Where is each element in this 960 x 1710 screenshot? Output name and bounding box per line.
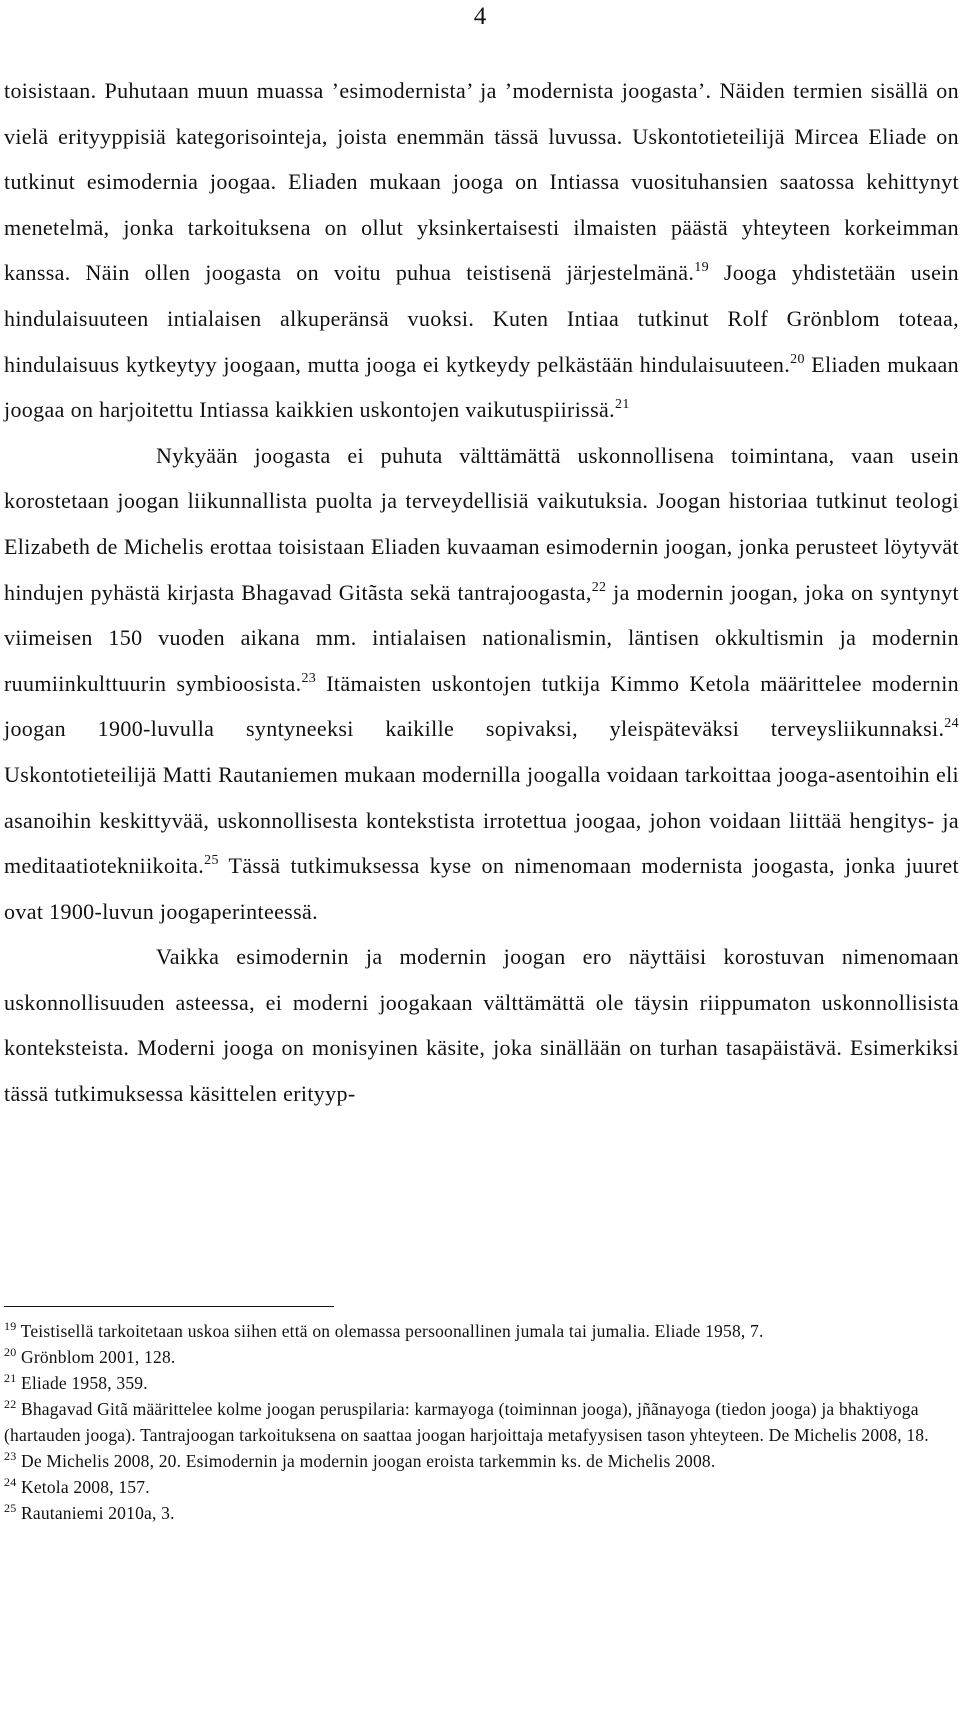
paragraph-2-sentence-5: Tässä tutkimuksessa kyse on nimenomaan modernista joogasta, jonka juuret ovat 1900-luvun joogaperinteessä. — [4, 853, 959, 924]
footnote-number: 21 — [4, 1370, 17, 1385]
footnote-text: Ketola 2008, 157. — [16, 1477, 150, 1497]
footnote-number: 20 — [4, 1344, 17, 1359]
footnote-25 — [4, 1500, 934, 1526]
footnote-24 — [4, 1474, 934, 1500]
footnote-text: Teistisellä tarkoitetaan uskoa siihen että on olemassa persoonallinen jumala tai jumalia. Eliade 1958, 7. — [16, 1321, 764, 1341]
footnote-number: 23 — [4, 1448, 17, 1463]
footnote-19 — [4, 1318, 934, 1344]
paragraph-2-sentence-2: ja modernin joogan, joka on syntynyt viimeisen 150 vuoden aikana mm. intialaisen nationalismin, läntisen okkultismin ja modernin ruumiinkulttuurin symbioosista. — [4, 579, 959, 696]
footnote-22 — [4, 1396, 934, 1448]
footnote-20 — [4, 1344, 934, 1370]
footnote-21 — [4, 1370, 934, 1396]
footnote-number: 24 — [4, 1474, 17, 1489]
footnote-ref-20[interactable]: 20 — [790, 351, 805, 367]
footnote-23 — [4, 1448, 934, 1474]
paragraph-2-sentence-1: Nykyään joogasta ei puhuta välttämättä uskonnollisena toimintana, vaan usein korostetaan joogan liikunnallista puolta ja terveydellisiä vaikutuksia. Joogan historiaa tutkinut teologi Elizabeth de Michelis erottaa toisistaan Eliaden kuvaaman esimodernin joogan, jonka perusteet löytyvät hindujen pyhästä kirjasta Bhagavad Gitãsta sekä tantrajoogasta, — [4, 442, 959, 605]
paragraph-3: Vaikka esimodernin ja modernin joogan ero näyttäisi korostuvan nimenomaan uskonnollisuuden asteessa, ei moderni joogakaan välttämättä ole täysin riippumaton uskonnollisista konteksteista. Moderni jooga on monisyinen käsite, joka sinällään on turhan tasapäistävä. Esimerkiksi tässä tutkimuksessa käsittelen erityyp- — [4, 944, 959, 1107]
paragraph-2-sentence-3: Itämaisten uskontojen tutkija Kimmo Ketola määrittelee modernin joogan 1900-luvulla syntyneeksi kaikille sopivaksi, yleispäteväksi terveysliikunnaksi. — [4, 670, 960, 742]
footnote-ref-22[interactable]: 22 — [591, 579, 607, 595]
footnote-text: Eliade 1958, 359. — [16, 1373, 148, 1393]
footnote-ref-19[interactable]: 19 — [694, 260, 709, 276]
footnote-number: 25 — [4, 1500, 17, 1515]
paragraph-1-sentence-2: Jooga yhdistetään usein hindulaisuuteen intialaisen alkuperänsä vuoksi. Kuten Intiaa tutkinut Rolf Grönblom toteaa, hindulaisuus kytkeytyy joogaan, mutta jooga ei kytkeydy pelkästään hindulaisuuteen. — [4, 260, 959, 377]
paragraph-1-sentence-3: Eliaden mukaan joogaa on harjoitettu Intiassa kaikkien uskontojen vaikutuspiirissä. — [4, 351, 959, 423]
footnote-separator — [4, 1306, 334, 1307]
footnote-text: Grönblom 2001, 128. — [16, 1347, 176, 1367]
paragraph-2 — [4, 433, 959, 935]
footnote-ref-23[interactable]: 23 — [301, 670, 317, 686]
body-text — [4, 68, 959, 1117]
footnote-ref-25[interactable]: 25 — [204, 853, 219, 868]
footnotes — [4, 1318, 934, 1526]
paragraph-2-sentence-4: Uskontotieteilijä Matti Rautaniemen mukaan modernilla joogalla voidaan tarkoittaa jooga-asentoihin eli asanoihin keskittyvää, uskonnollisesta kontekstista irrotettua joogaa, johon voidaan liittää hengitys- ja meditaatiotekniikoita. — [4, 761, 959, 879]
footnote-text: Rautaniemi 2010a, 3. — [16, 1503, 175, 1523]
footnote-number: 22 — [4, 1396, 17, 1411]
footnote-text: De Michelis 2008, 20. Esimodernin ja modernin joogan eroista tarkemmin ks. de Michelis 2008. — [16, 1451, 716, 1471]
paragraph-1-sentence-1: toisistaan. Puhutaan muun muassa ’esimodernista’ ja ’modernista joogasta’. Näiden termien sisällä on vielä erityyppisiä kategorisointeja, joista enemmän tässä luvussa. Uskontotieteilijä Mircea Eliade on tutkinut esimodernia joogaa. Eliaden mukaan jooga on Intiassa vuosituhansien saatossa kehittynyt menetelmä, jonka tarkoituksena on ollut yksinkertaisesti ilmaisten päästä yhteyteen korkeimman kanssa. Näin ollen joogasta on voitu puhua teistisenä järjestelmänä. — [4, 78, 959, 286]
page-number: 4 — [473, 3, 487, 30]
footnote-text: Bhagavad Gitã määrittelee kolme joogan peruspilaria: karmayoga (toiminnan jooga), jñãnayoga (tiedon jooga) ja bhaktiyoga (hartauden jooga). Tantrajoogan tarkoituksena on saattaa joogan harjoittaja metafyysisen tason yhteyteen. De Michelis 2008, 18. — [4, 1399, 929, 1445]
footnote-number: 19 — [4, 1318, 17, 1333]
footnote-ref-24[interactable]: 24 — [944, 716, 959, 732]
paragraph-1 — [4, 68, 959, 433]
footnote-ref-21[interactable]: 21 — [614, 397, 630, 413]
